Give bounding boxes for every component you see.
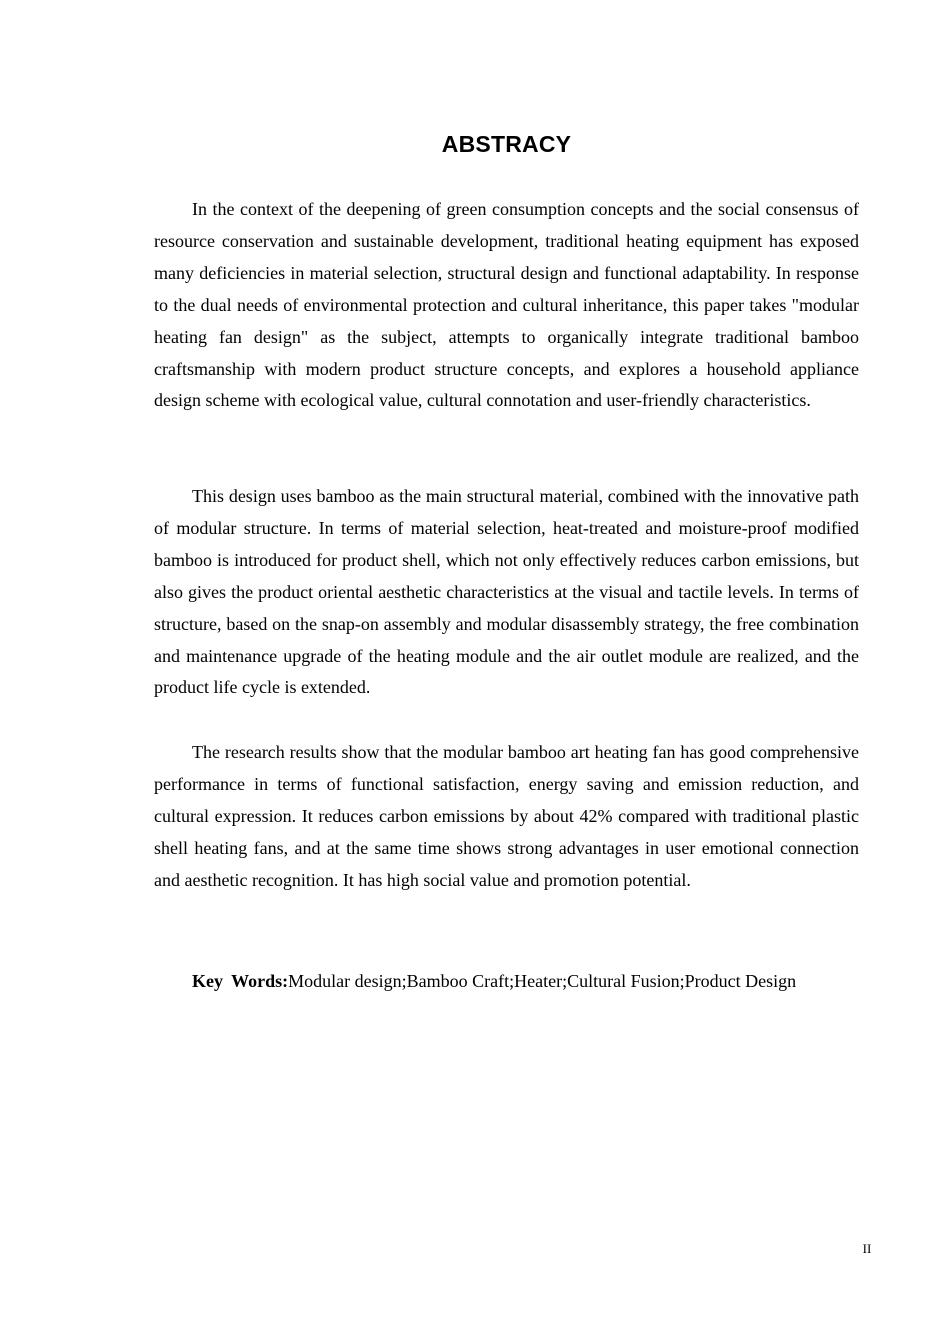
abstract-paragraph-3: The research results show that the modular bamboo art heating fan has good comprehensive performance in terms of functional satisfaction, energy saving and emission reduction, and cultural expression. It reduces carbon emissions by about 42% compared with traditional plastic shell heating fans, and at the same time shows strong advantages in user emotional connection and aesthetic recognition. It has high social value and promotion potential. bbox=[154, 742, 859, 890]
page-title: ABSTRACY bbox=[441, 131, 572, 157]
keywords-label: Key Words: bbox=[192, 971, 289, 991]
abstract-paragraph-2: This design uses bamboo as the main structural material, combined with the innovative path of modular structure. In terms of material selection, heat-treated and moisture-proof modified bamboo is introduced for product shell, which not only effectively reduces carbon emissions, but also gives the product oriental aesthetic characteristics at the visual and tactile levels. In terms of structure, based on the snap-on assembly and modular disassembly strategy, the free combination and maintenance upgrade of the heating module and the air outlet module are realized, and the product life cycle is extended. bbox=[154, 486, 859, 698]
keywords-text: Modular design;Bamboo Craft;Heater;Cultural Fusion;Product Design bbox=[288, 971, 797, 991]
abstract-paragraph-1: In the context of the deepening of green consumption concepts and the social consensus of resource conservation and sustainable development, traditional heating equipment has exposed many deficiencies in material selection, structural design and functional adaptability. In response to the dual needs of environmental protection and cultural inheritance, this paper takes "modular heating fan design" as the subject, attempts to organically integrate traditional bamboo craftsmanship with modern product structure concepts, and explores a household appliance design scheme with ecological value, cultural connotation and user-friendly characteristics. bbox=[154, 199, 859, 411]
keywords-line bbox=[154, 965, 874, 997]
page-number: II bbox=[862, 1241, 872, 1256]
